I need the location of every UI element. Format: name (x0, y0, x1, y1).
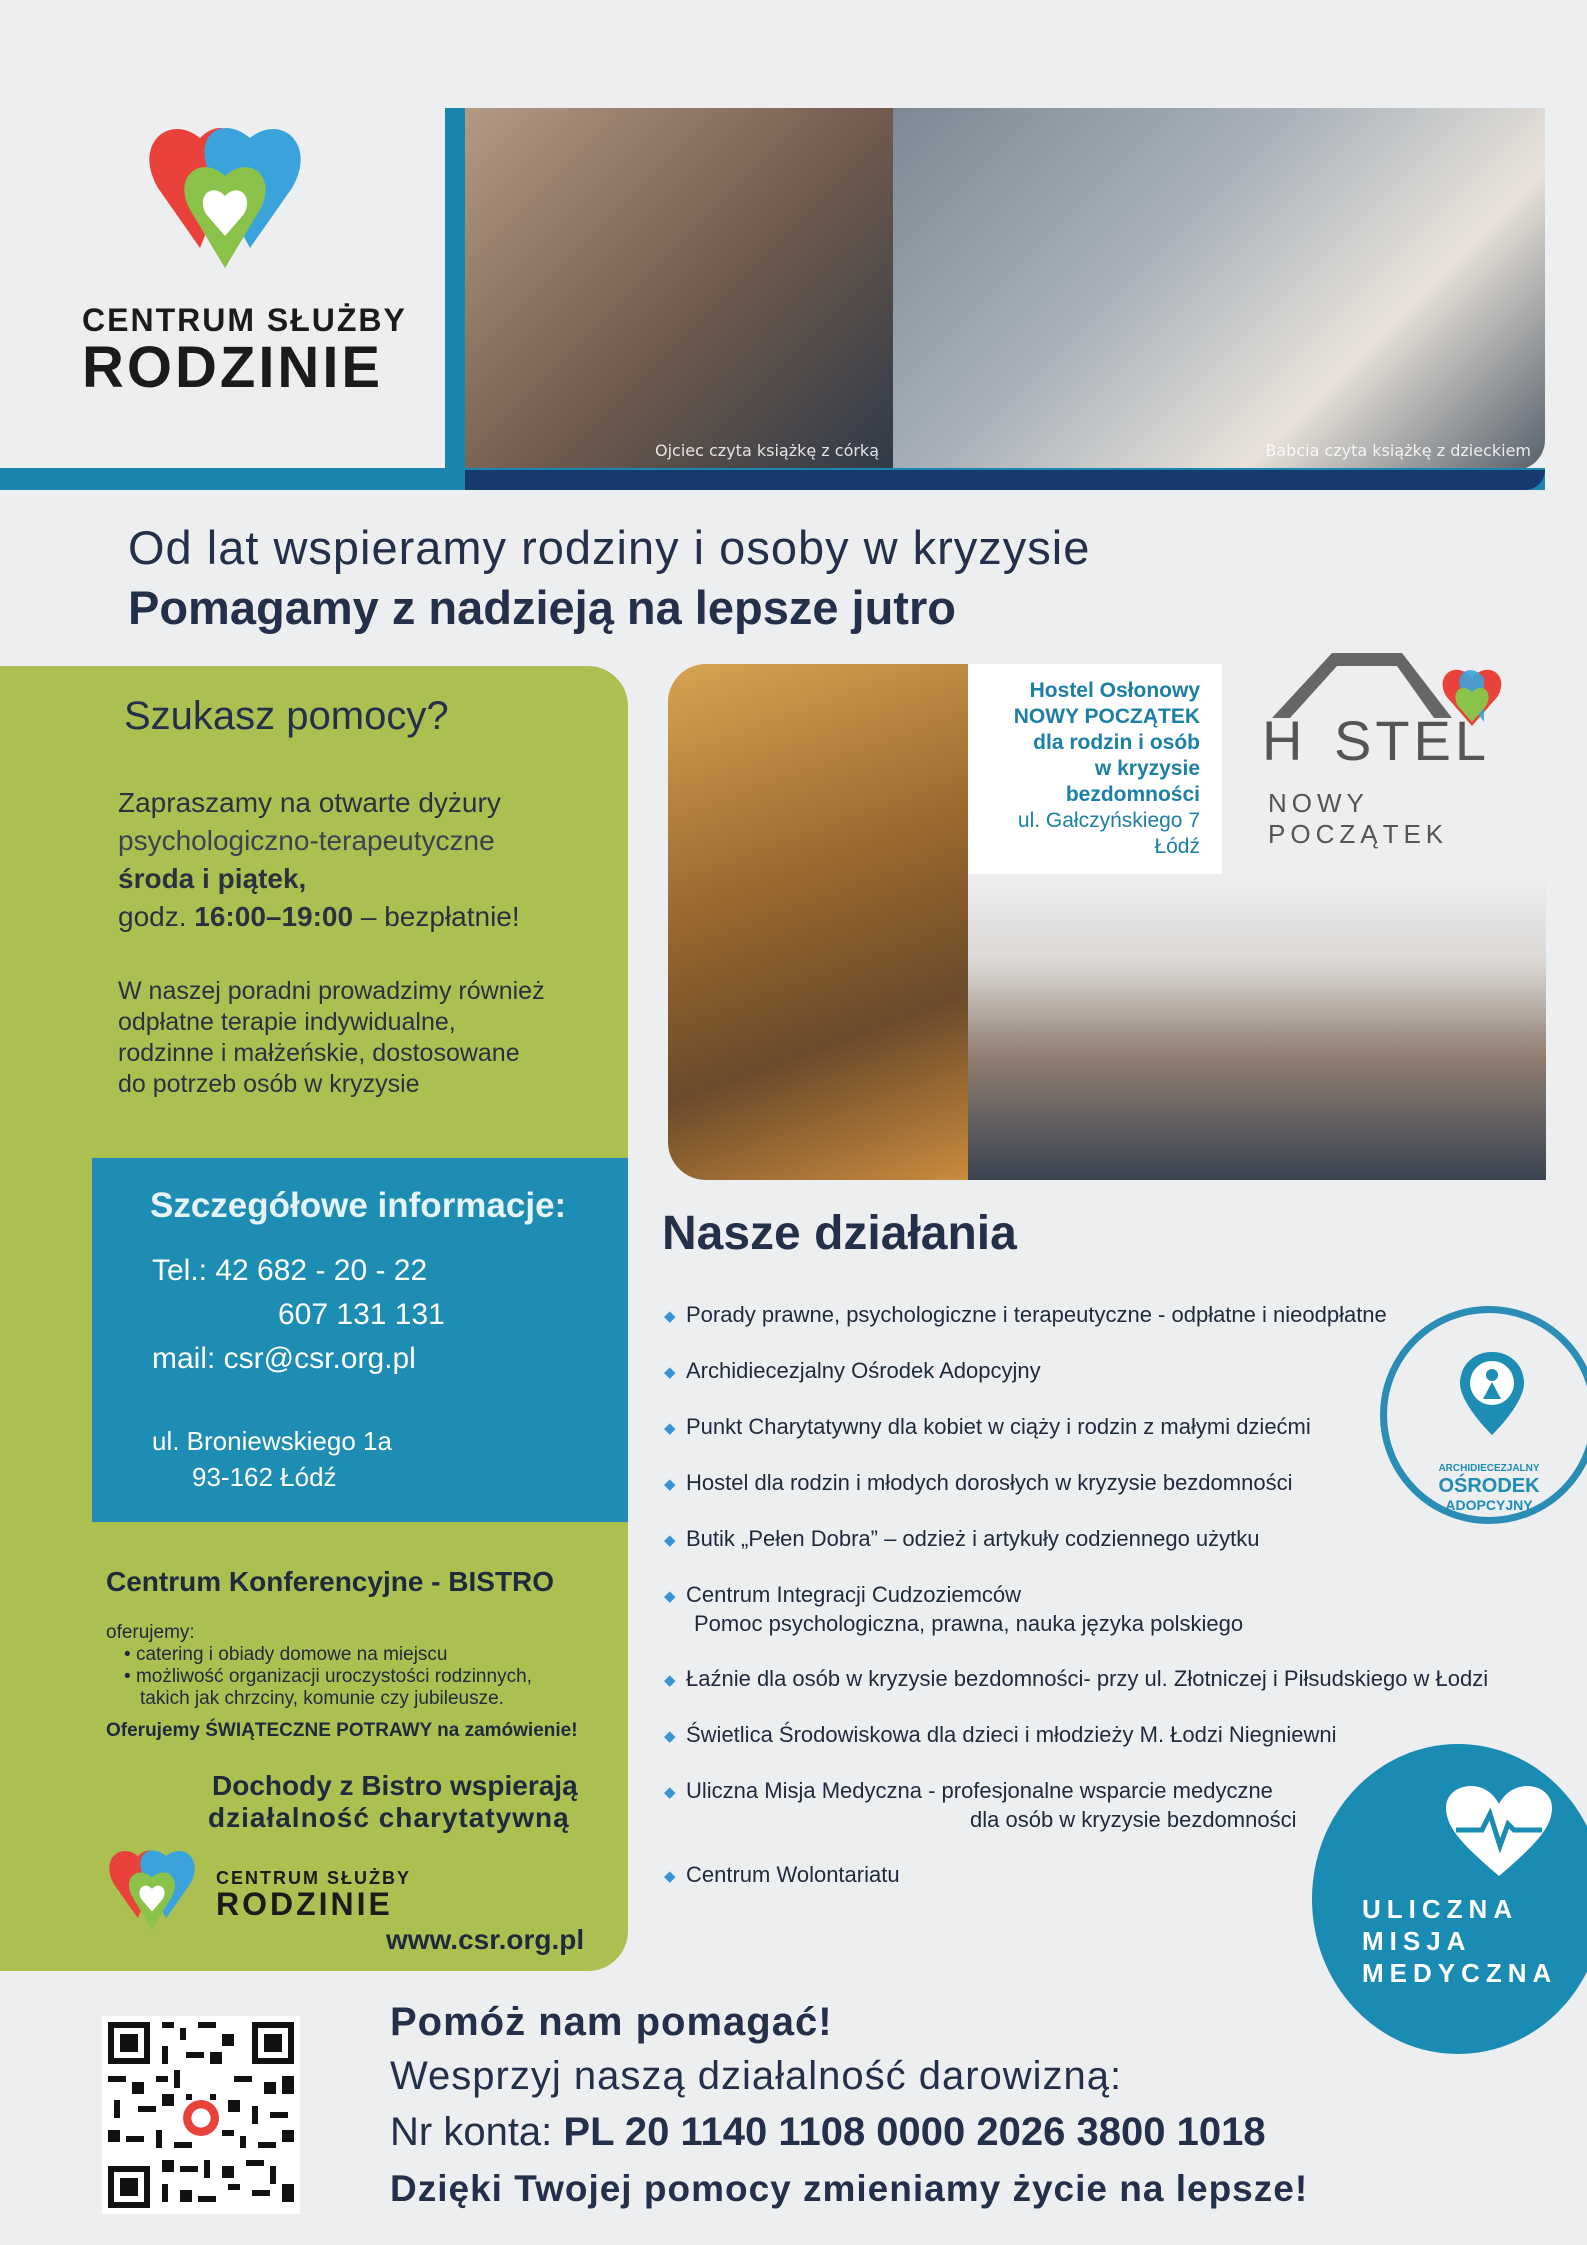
headline-line1: Od lat wspieramy rodziny i osoby w kryzysie (128, 521, 1091, 574)
hostel-line: dla rodzin i osób (1033, 731, 1200, 754)
account-number: PL 20 1140 1108 0000 2026 3800 1018 (563, 2110, 1266, 2154)
heart-logo-icon (104, 1842, 200, 1938)
brand-line2: RODZINIE (82, 335, 384, 400)
info-phone2: 607 131 131 (278, 1298, 445, 1331)
photo-father-daughter (465, 108, 893, 470)
activity-text: Centrum Wolontariatu (686, 1862, 900, 1887)
hostel-logo-sub: NOWY POCZĄTEK (1268, 788, 1449, 849)
csr-logo-small (104, 1842, 200, 1938)
help-paragraph2-line2: odpłatne terapie indywidualne, (118, 1008, 456, 1036)
donation-qr-code[interactable] (102, 2016, 300, 2214)
activity-item: ◆ Porady prawne, psychologiczne i terapeutyczne - odpłatne i nieodpłatne (664, 1302, 1387, 1327)
location-pin-child-icon (1457, 1349, 1527, 1439)
info-address2: 93-162 Łódź (192, 1462, 337, 1492)
accent-bar-vertical (445, 108, 465, 470)
activity-text: Hostel dla rodzin i młodych dorosłych w kryzysie bezdomności (686, 1470, 1293, 1495)
accent-bar-navy (465, 470, 1545, 490)
activity-text: Porady prawne, psychologiczne i terapeutyczne - odpłatne i nieodpłatne (686, 1302, 1387, 1327)
bistro-income1: Dochody z Bistro wspierają (212, 1770, 578, 1801)
bistro-item-cont: takich jak chrzciny, komunie czy jubileusze. (140, 1688, 504, 1709)
help-line3: środa i piątek, (118, 863, 307, 894)
photo-caption: Ojciec czyta książkę z córką (655, 441, 879, 460)
activity-item: ◆ Centrum Integracji Cudzoziemców (664, 1582, 1022, 1607)
activity-text: Centrum Integracji Cudzoziemców (686, 1582, 1022, 1607)
photo-family-autumn (668, 664, 968, 1180)
brand-line1: CENTRUM SŁUŻBY (82, 302, 407, 338)
activity-item: ◆ Butik „Pełen Dobra” – odzież i artykuły codziennego użytku (664, 1526, 1260, 1551)
activity-text: Łaźnie dla osób w kryzysie bezdomności- przy ul. Złotniczej i Piłsudskiego w Łodzi (686, 1666, 1489, 1691)
info-phone: Tel.: 42 682 - 20 - 22 (152, 1254, 428, 1287)
hostel-description (968, 678, 1200, 860)
activity-text: Świetlica Środowiskowa dla dzieci i młodzieży M. Łodzi Niegniewni (686, 1722, 1337, 1747)
bistro-item: • możliwość organizacji uroczystości rodzinnych, (124, 1666, 532, 1687)
mission-line2: MISJA (1362, 1926, 1472, 1956)
photo-grandmother-child (893, 108, 1545, 470)
help-line1: Zapraszamy na otwarte dyżury (118, 787, 501, 818)
hostel-logo (1262, 648, 1512, 849)
bistro-offer-label: oferujemy: (106, 1622, 195, 1643)
bistro-income2: działalność charytatywną (208, 1802, 570, 1833)
bistro-special: Oferujemy ŚWIĄTECZNE POTRAWY na zamówienie! (106, 1720, 578, 1741)
mission-line3: MEDYCZNA (1362, 1958, 1558, 1988)
hostel-line: w kryzysie (1094, 757, 1200, 780)
bistro-item-text: catering i obiady domowe na miejscu (135, 1644, 448, 1665)
hostel-logo-h: H (1262, 709, 1307, 772)
info-address1: ul. Broniewskiego 1a (152, 1426, 392, 1456)
help-line2: psychologiczno-terapeutyczne (118, 825, 495, 856)
hostel-line: Hostel Osłonowy (1029, 679, 1200, 702)
hostel-logo-stel: STEL (1334, 709, 1491, 772)
brand-small-line2: RODZINIE (216, 1886, 393, 1922)
photo-caption: Babcia czyta książkę z dzieckiem (1265, 441, 1531, 460)
activity-item: ◆ Punkt Charytatywny dla kobiet w ciąży i rodzin z małymi dziećmi (664, 1414, 1311, 1439)
adoption-line1: ARCHIDIECEZJALNY (1438, 1463, 1540, 1474)
hours-value: 16:00–19:00 (194, 901, 354, 932)
hostel-line: NOWY POCZĄTEK (1013, 705, 1200, 728)
activity-text: Uliczna Misja Medyczna - profesjonalne wsparcie medyczne (686, 1778, 1273, 1803)
footer-thanks: Dzięki Twojej pomocy zmieniamy życie na lepsze! (390, 2168, 1309, 2209)
csr-logo (140, 118, 310, 278)
hours-prefix: godz. (118, 901, 195, 932)
website-link[interactable]: www.csr.org.pl (386, 1924, 585, 1955)
activity-item: ◆ Centrum Wolontariatu (664, 1862, 900, 1887)
help-title: Szukasz pomocy? (124, 694, 449, 738)
photo-multigenerational-family (968, 874, 1546, 1180)
heart-pulse-icon (1444, 1784, 1554, 1880)
hours-suffix: – bezpłatnie! (353, 901, 520, 932)
activity-text: Archidiecezjalny Ośrodek Adopcyjny (686, 1358, 1041, 1383)
help-line4 (118, 898, 520, 936)
info-title: Szczegółowe informacje: (150, 1186, 567, 1225)
bistro-item: • catering i obiady domowe na miejscu (124, 1644, 448, 1665)
activity-item: ◆ Łaźnie dla osób w kryzysie bezdomności- przy ul. Złotniczej i Piłsudskiego w Łodzi (664, 1666, 1489, 1691)
hostel-address: ul. Gałczyńskiego 7 (1017, 809, 1200, 832)
adoption-line3: ADOPCYJNY (1445, 1497, 1533, 1513)
heart-logo-icon (140, 118, 310, 278)
help-paragraph2-line3: rodzinne i małżeńskie, dostosowane (118, 1039, 520, 1067)
brand-small-line1: CENTRUM SŁUŻBY (216, 1868, 411, 1888)
activity-subtext: dla osób w kryzysie bezdomności (970, 1807, 1297, 1832)
footer-donation: Wesprzyj naszą działalność darowizną: (390, 2054, 1123, 2098)
activity-item: ◆ Świetlica Środowiskowa dla dzieci i młodzieży M. Łodzi Niegniewni (664, 1722, 1337, 1747)
headline-line2: Pomagamy z nadzieją na lepsze jutro (128, 581, 956, 634)
activity-text: Punkt Charytatywny dla kobiet w ciąży i rodzin z małymi dziećmi (686, 1414, 1311, 1439)
qr-code-icon (102, 2016, 300, 2214)
hostel-line: bezdomności (1065, 783, 1200, 806)
activity-text: Butik „Pełen Dobra” – odzież i artykuły codziennego użytku (686, 1526, 1260, 1551)
help-paragraph2-line1: W naszej poradni prowadzimy również (118, 977, 545, 1005)
info-mail[interactable]: mail: csr@csr.org.pl (152, 1342, 416, 1375)
activity-item: ◆ Archidiecezjalny Ośrodek Adopcyjny (664, 1358, 1041, 1383)
help-paragraph2-line4: do potrzeb osób w kryzysie (118, 1070, 420, 1098)
activity-item: ◆ Hostel dla rodzin i młodych dorosłych w kryzysie bezdomności (664, 1470, 1293, 1495)
street-medical-mission-badge (1312, 1744, 1587, 2054)
hostel-city: Łódź (1154, 835, 1200, 858)
footer-cta: Pomóż nam pomagać! (390, 2000, 833, 2044)
bistro-item-text: możliwość organizacji uroczystości rodzinnych, (135, 1666, 532, 1687)
adoption-line2: OŚRODEK (1438, 1475, 1540, 1497)
footer-account (390, 2110, 1266, 2155)
activity-subtext: Pomoc psychologiczna, prawna, nauka języka polskiego (694, 1611, 1244, 1636)
adoption-centre-badge (1380, 1306, 1587, 1524)
activity-item: ◆ Uliczna Misja Medyczna - profesjonalne wsparcie medyczne (664, 1778, 1273, 1803)
activities-title: Nasze działania (662, 1207, 1017, 1260)
bistro-title: Centrum Konferencyjne - BISTRO (106, 1566, 555, 1597)
account-label: Nr konta: (390, 2110, 564, 2154)
mission-line1: ULICZNA (1362, 1894, 1519, 1924)
